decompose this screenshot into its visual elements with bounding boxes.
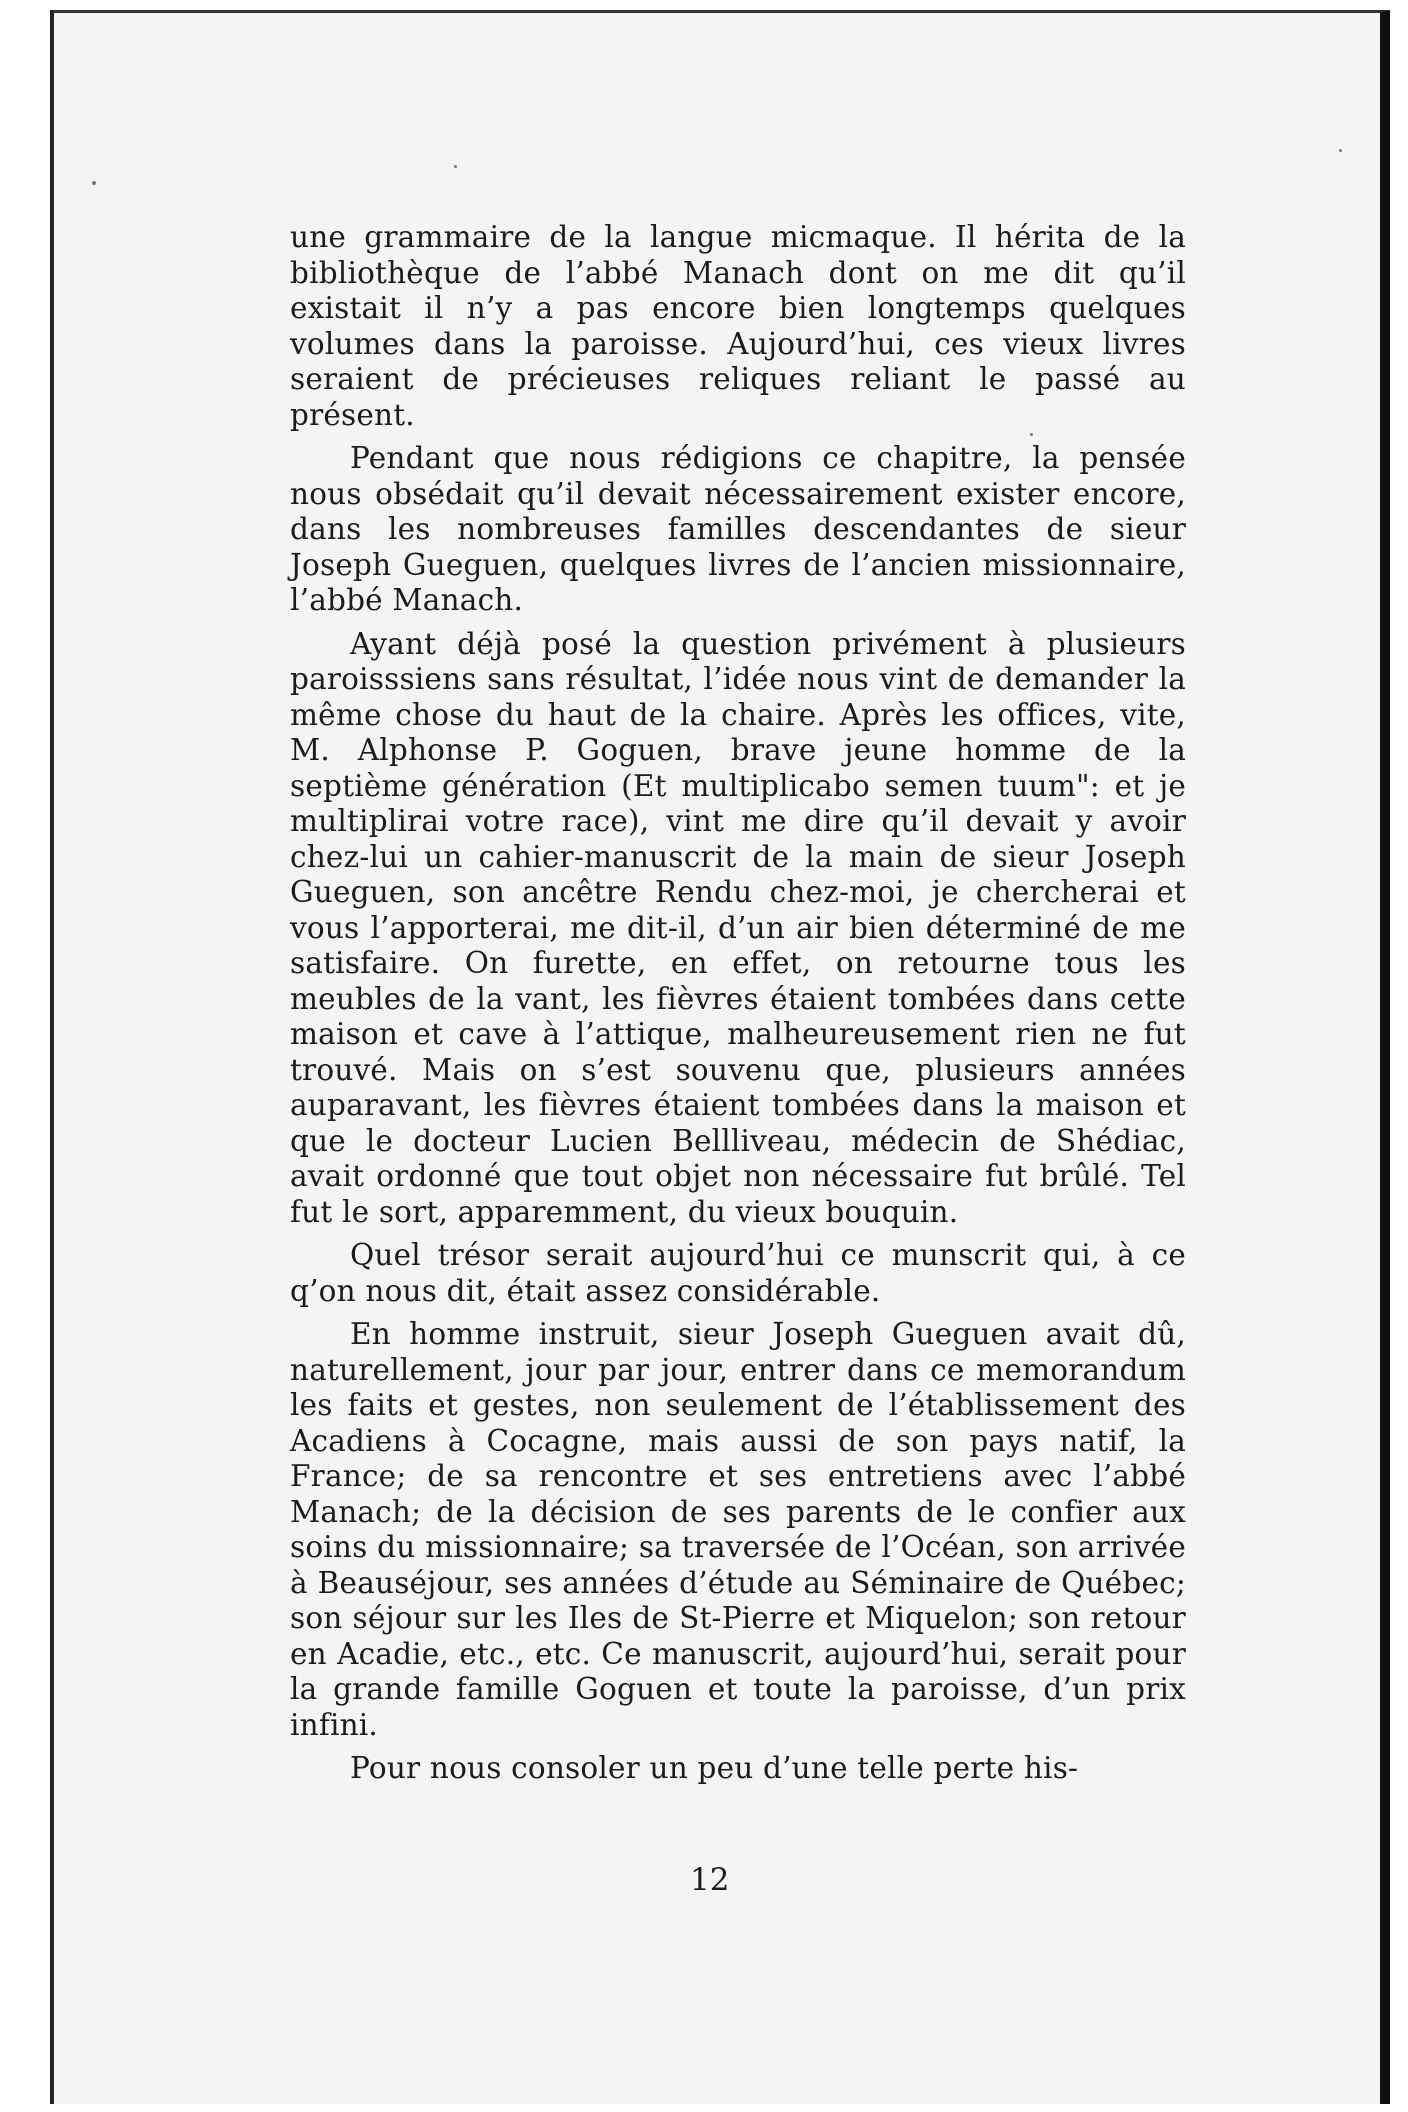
paragraph-1: une grammaire de la langue micmaque. Il hérita de la bibliothèque de l’abbé Manach dont on me dit qu’il existait il n’y a pas encore bien longtemps quelques volumes dans la paroisse. Aujourd’hui, ces vieux livres seraient de précieuses reliques reliant le passé au présent.: [290, 220, 1186, 432]
scan-speck: [1339, 149, 1342, 152]
paragraph-6: Pour nous consoler un peu d’une telle perte his-: [350, 1751, 1079, 1785]
scan-speck: [454, 165, 457, 168]
paragraph-3: Ayant déjà posé la question privément à plusieurs paroisssiens sans résultat, l’idée nous vint de demander la même chose du haut de la chaire. Après les offices, vite, M. Alphonse P. Goguen, brave jeune homme de la septième génération (Et multiplicabo semen tuum": et je multiplirai votre race), vint me dire qu’il devait y avoir chez-lui un cahier-manuscrit de la main de sieur Joseph Gueguen, son ancêtre Rendu chez-moi, je chercherai et vous l’apporterai, me dit-il, d’un air bien déterminé de me satisfaire. On furette, en effet, on retourne tous les meubles de la vant, les fièvres étaient tombées dans cette maison et cave à l’attique, malheureusement rien ne fut trouvé. Mais on s’est souvenu que, plusieurs années auparavant, les fièvres étaient tombées dans la maison et que le docteur Lucien Bellliveau, médecin de Shédiac, avait ordonné que tout objet non nécessaire fut brûlé. Tel fut le sort, apparemment, du vieux bouquin.: [290, 626, 1186, 1229]
paragraph-5: En homme instruit, sieur Joseph Gueguen avait dû, naturellement, jour par jour, entrer dans ce memorandum les faits et gestes, non seulement de l’établissement des Acadiens à Cocagne, mais aussi de son pays natif, la France; de sa rencontre et ses entretiens avec l’abbé Manach; de la décision de ses parents de le confier aux soins du missionnaire; sa traversée de l’Océan, son arrivée à Beauséjour, ses années d’étude au Séminaire de Québec; son séjour sur les Iles de St-Pierre et Miquelon; son retour en Acadie, etc., etc. Ce manuscrit, aujourd’hui, serait pour la grande famille Goguen et toute la paroisse, d’un prix infini.: [290, 1317, 1186, 1742]
scan-speck: [92, 181, 96, 185]
paragraph-4: Quel trésor serait aujourd’hui ce munscrit qui, à ce q’on nous dit, était assez considérable.: [290, 1238, 1186, 1308]
page-number: 12: [690, 1862, 730, 1898]
body-text: [290, 220, 1186, 1795]
paragraph-2: Pendant que nous rédigions ce chapitre, la pensée nous obsédait qu’il devait nécessairement exister encore, dans les nombreuses familles descendantes de sieur Joseph Gueguen, quelques livres de l’ancien missionnaire, l’abbé Manach.: [290, 441, 1186, 617]
